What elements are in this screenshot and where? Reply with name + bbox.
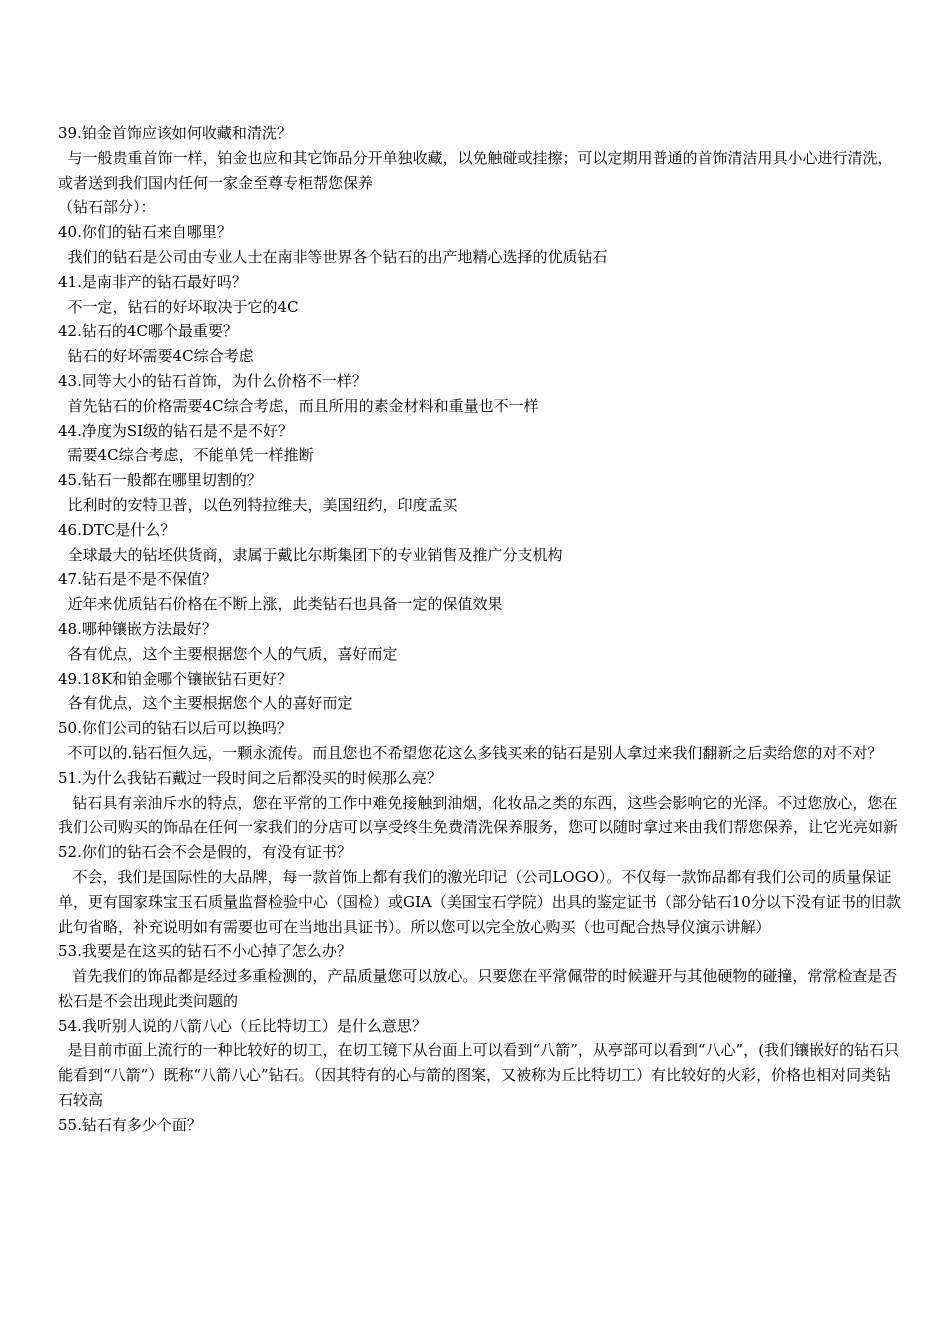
question-53: 53.我要是在这买的钻石不小心掉了怎么办？ xyxy=(58,942,352,961)
answer-47: 近年来优质钻石价格在不断上涨，此类钻石也具备一定的保值效果 xyxy=(58,595,503,614)
question-44: 44.净度为SI级的钻石是不是不好？ xyxy=(58,421,294,440)
document-body xyxy=(58,121,904,1138)
answer-46: 全球最大的钻坯供货商，隶属于戴比尔斯集团下的专业销售及推广分支机构 xyxy=(58,545,563,564)
question-39: 39.铂金首饰应该如何收藏和清洗？ xyxy=(58,124,292,142)
question-49: 49.18K和铂金哪个镶嵌钻石更好？ xyxy=(58,669,293,688)
answer-44: 需要4C综合考虑，不能单凭一样推断 xyxy=(58,446,314,465)
question-55: 55.钻石有多少个面？ xyxy=(58,1115,202,1134)
answer-51: 钻石具有亲油斥水的特点，您在平常的工作中难免接触到油烟，化妆品之类的东西，这些会影响它的光泽。不过您放心，您在我们公司购买的饰品在任何一家我们的分店可以享受终生免费清洗保养服务，您可以随时拿过来由我们帮您保养，让它光亮如新 xyxy=(58,793,899,837)
answer-49: 各有优点，这个主要根据您个人的喜好而定 xyxy=(58,694,353,713)
question-45: 45.钻石一般都在哪里切割的？ xyxy=(58,471,262,490)
question-50: 50.你们公司的钻石以后可以换吗？ xyxy=(58,719,292,738)
question-54: 54.我听别人说的八箭八心（丘比特切工）是什么意思？ xyxy=(58,1016,427,1035)
question-51: 51.为什么我钻石戴过一段时间之后都没买的时候那么亮？ xyxy=(58,768,442,787)
question-43: 43.同等大小的钻石首饰，为什么价格不一样？ xyxy=(58,371,367,390)
answer-52: 不会，我们是国际性的大品牌，每一款首饰上都有我们的激光印记（公司LOGO）。不仅每一款饰品都有我们公司的质量保证单，更有国家珠宝玉石质量监督检验中心（国检）或GIA（美国宝石学院）出具的鉴定证书（部分钻石10分以下没有证书的旧款此句省略，补充说明如有需要也可在当地出具证书）。所以您可以完全放心购买（也可配合热导仪演示讲解） xyxy=(58,867,901,936)
question-40: 40.你们的钻石来自哪里？ xyxy=(58,223,232,242)
question-48: 48.哪种镶嵌方法最好？ xyxy=(58,619,217,638)
answer-53: 首先我们的饰品都是经过多重检测的，产品质量您可以放心。只要您在平常佩带的时候避开与其他硬物的碰撞，常常检查是否松石是不会出现此类问题的 xyxy=(58,967,898,1010)
question-47: 47.钻石是不是不保值？ xyxy=(58,570,217,589)
answer-41: 不一定，钻石的好坏取决于它的4C xyxy=(58,297,299,316)
question-52: 52.你们的钻石会不会是假的，有没有证书？ xyxy=(58,843,352,862)
answer-40: 我们的钻石是公司由专业人士在南非等世界各个钻石的出产地精心选择的优质钻石 xyxy=(58,247,608,266)
answer-43: 首先钻石的价格需要4C综合考虑，而且所用的素金材料和重量也不一样 xyxy=(58,396,539,415)
answer-50: 不可以的.钻石恒久远，一颗永流传。而且您也不希望您花这么多钱买来的钻石是别人拿过来我们翻新之后卖给您的对不对？ xyxy=(58,743,883,762)
answer-39: 与一般贵重首饰一样，铂金也应和其它饰品分开单独收藏，以免触碰或挂擦；可以定期用普通的首饰清洁用具小心进行清洗，或者送到我们国内任何一家金至尊专柜帮您保养 xyxy=(58,148,893,192)
answer-54: 是目前市面上流行的一种比较好的切工，在切工镜下从台面上可以看到“八箭”，从亭部可以看到“八心”，(我们镶嵌好的钻石只能看到“八箭”）既称“八箭八心”钻石。（因其特有的心与箭的图案，又被称为丘比特切工）有比较好的火彩，价格也相对同类钻石较高 xyxy=(58,1041,900,1110)
question-42: 42.钻石的4C哪个最重要？ xyxy=(58,322,238,341)
question-46: 46.DTC是什么？ xyxy=(58,520,176,539)
answer-48: 各有优点，这个主要根据您个人的气质，喜好而定 xyxy=(58,644,398,663)
question-41: 41.是南非产的钻石最好吗？ xyxy=(58,272,247,291)
answer-45: 比利时的安特卫普，以色列特拉维夫，美国纽约，印度孟买 xyxy=(58,495,458,514)
answer-42: 钻石的好坏需要4C综合考虑 xyxy=(58,347,254,366)
section-heading-diamond: （钻石部分）： xyxy=(58,198,156,217)
